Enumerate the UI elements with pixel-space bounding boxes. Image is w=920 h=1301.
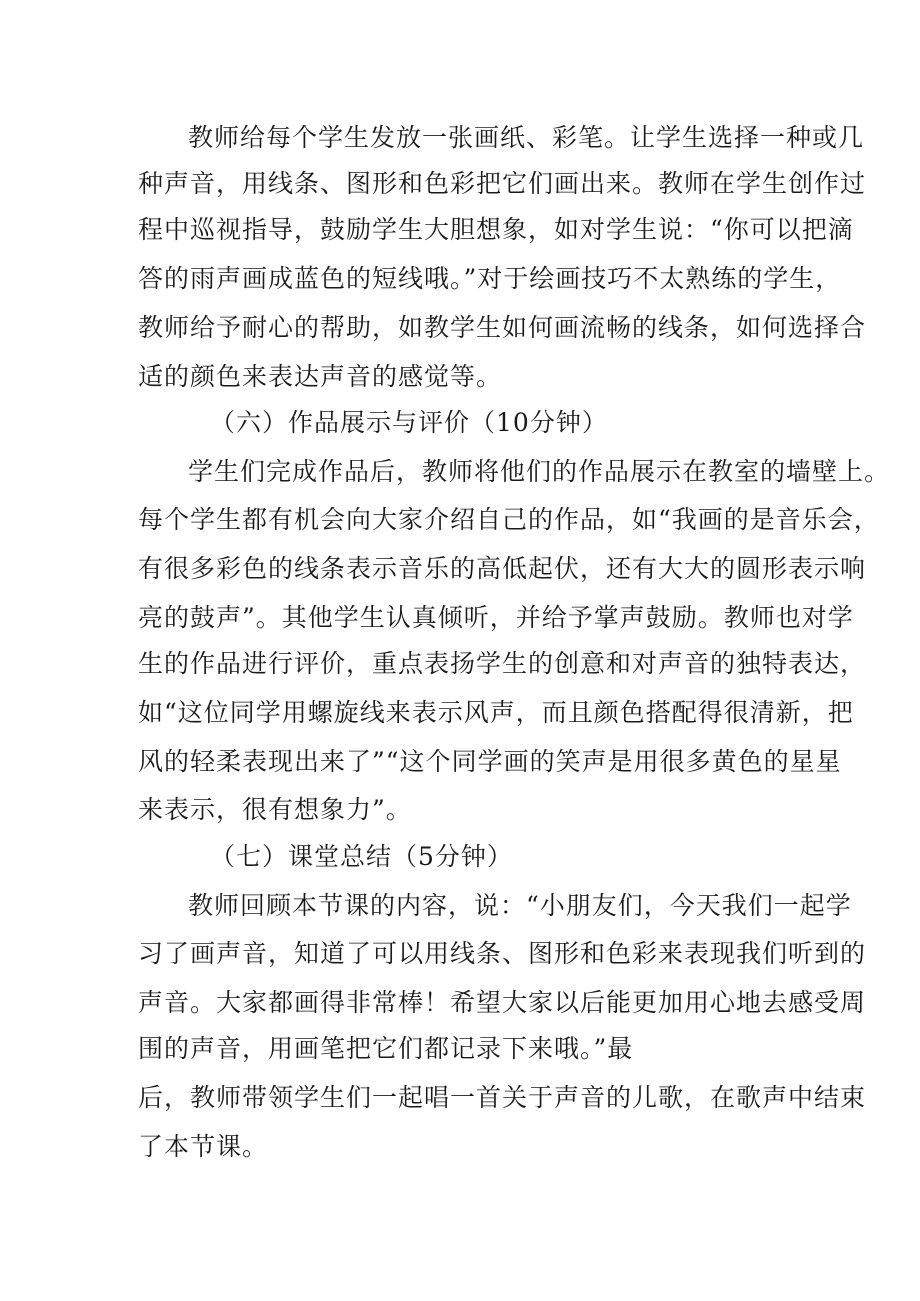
paragraph-line: 习了画声音，知道了可以用线条、图形和色彩来表现我们听到的 [138, 939, 867, 968]
paragraph-line: 教师给予耐心的帮助，如教学生如何画流畅的线条，如何选择合 [138, 313, 867, 342]
paragraph-line: 声音。大家都画得非常棒！希望大家以后能更加用心地去感受周 [138, 988, 867, 1017]
paragraph-line: 答的雨声画成蓝色的短线哦。”对于绘画技巧不太熟练的学生， [138, 264, 842, 293]
paragraph-line: 围的声音，用画笔把它们都记录下来哦。”最 [138, 1034, 634, 1063]
paragraph-line: 学生们完成作品后，教师将他们的作品展示在教室的墙壁上。 [188, 457, 891, 486]
paragraph-line: 如“这位同学用螺旋线来表示风声，而且颜色搭配得很清新，把 [138, 698, 854, 727]
paragraph-line: 有很多彩色的线条表示音乐的高低起伏，还有大大的圆形表示响 [138, 554, 867, 583]
paragraph-line: 亮的鼓声”。其他学生认真倾听，并给予掌声鼓励。教师也对学 [138, 603, 854, 632]
paragraph-line: 风的轻柔表现出来了”“这个同学画的笑声是用很多黄色的星星 [138, 747, 842, 776]
paragraph-line: 了本节课。 [138, 1132, 269, 1161]
paragraph-line: 生的作品进行评价，重点表扬学生的创意和对声音的独特表达， [138, 649, 867, 678]
section-heading: （七）课堂总结（5分钟） [210, 842, 513, 871]
paragraph-line: 来表示，很有想象力”。 [138, 795, 412, 824]
paragraph-line: 后，教师带领学生们一起唱一首关于声音的儿歌，在歌声中结束 [138, 1083, 867, 1112]
paragraph-line: 教师回顾本节课的内容，说：“小朋友们，今天我们一起学 [188, 891, 852, 920]
paragraph-line: 教师给每个学生发放一张画纸、彩笔。让学生选择一种或几 [188, 123, 865, 152]
paragraph-line: 程中巡视指导，鼓励学生大胆想象，如对学生说：“你可以把滴 [138, 215, 854, 244]
section-heading: （六）作品展示与评价（10分钟） [210, 408, 608, 437]
paragraph-line: 种声音，用线条、图形和色彩把它们画出来。教师在学生创作过 [138, 169, 867, 198]
paragraph-line: 每个学生都有机会向大家介绍自己的作品，如“我画的是音乐会， [138, 505, 880, 534]
paragraph-line: 适的颜色来表达声音的感觉等。 [138, 362, 503, 391]
